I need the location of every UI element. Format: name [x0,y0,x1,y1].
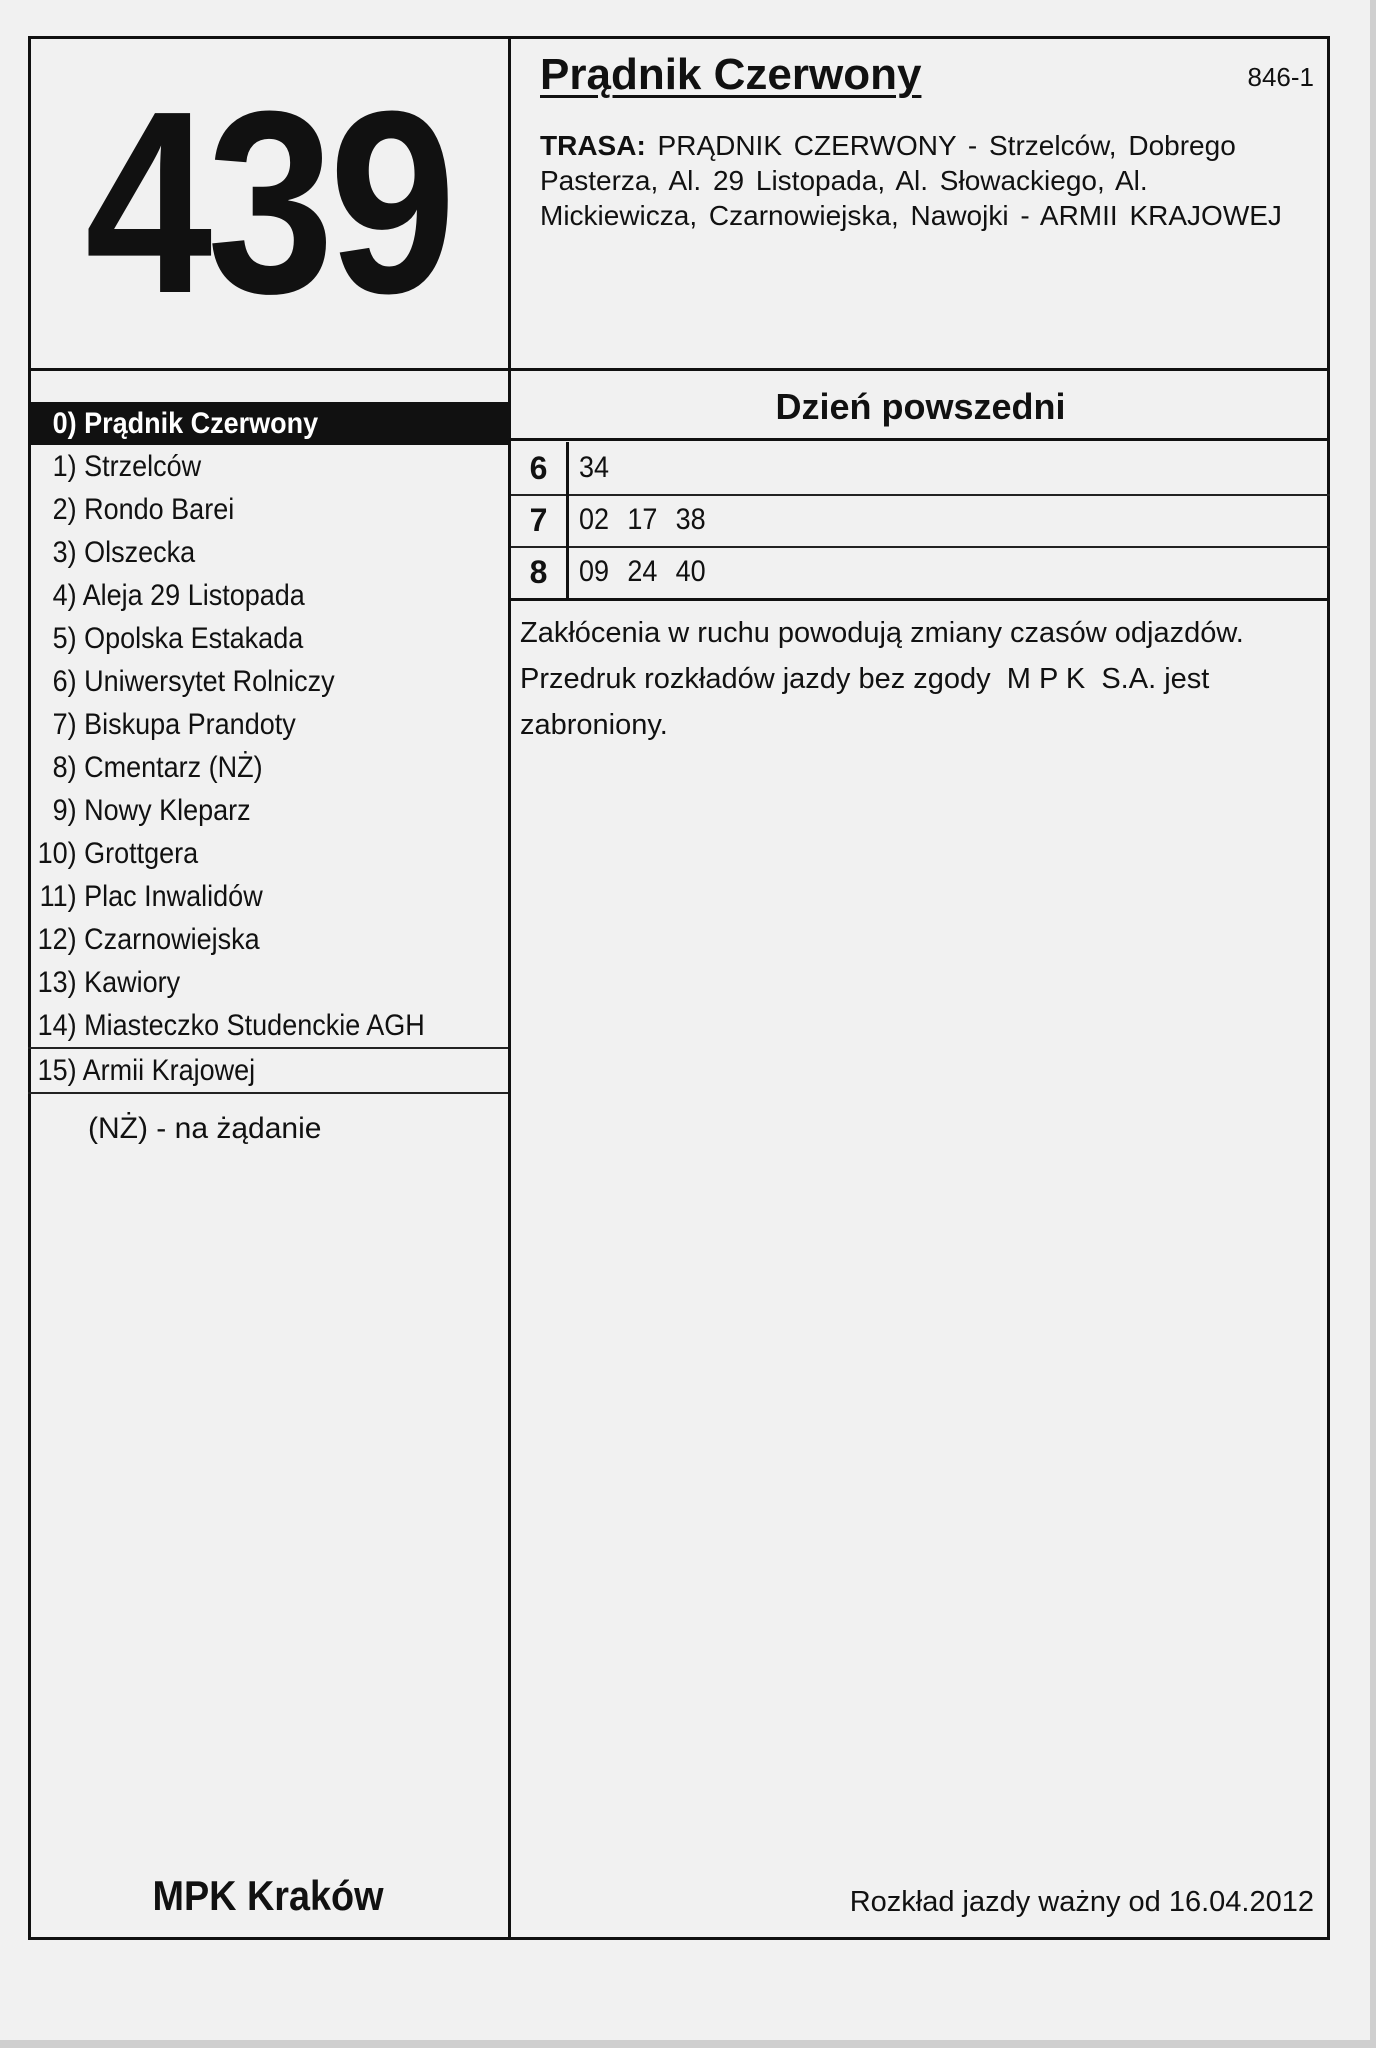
hour-separator [566,494,569,546]
operator-brand: MPK Kraków [152,1872,384,1919]
route-label: TRASA: [540,130,646,161]
stop-item: 3) Olszecka [52,536,196,569]
stop-item: 10) Grottgera [37,837,199,870]
stop-item: 8) Cmentarz (NŻ) [52,751,263,784]
stop-item: 12) Czarnowiejska [37,923,260,956]
timetable-row [511,546,1330,598]
stop-item: 6) Uniwersytet Rolniczy [52,665,335,698]
hour-cell: 8 [529,553,548,590]
stop-item: 14) Miasteczko Studenckie AGH [37,1009,425,1042]
stop-list [28,402,508,1094]
stop-item: 9) Nowy Kleparz [52,794,251,827]
validity-date: Rozkład jazdy ważny od 16.04.2012 [849,1886,1314,1918]
destination-title: Prądnik Czerwony [540,50,922,99]
route-description [540,128,1300,233]
hour-separator [566,546,569,598]
minutes-cell: 09 24 40 [579,555,706,588]
hour-separator [566,442,569,494]
stop-item: 2) Rondo Barei [52,493,235,526]
timetable-row [511,442,1330,494]
notice-text [520,610,1320,748]
notice-line-disruptions: Zakłócenia w ruchu powodują zmiany czasów odjazdów. [520,617,1244,649]
stop-item: 1) Strzelców [52,450,202,483]
stop-item: 11) Plac Inwalidów [39,880,263,913]
timetable-code: 846-1 [1247,62,1314,92]
stop-item: 4) Aleja 29 Listopada [52,579,305,612]
line-number: 439 [85,57,451,348]
stop-item: 13) Kawiory [37,966,181,999]
notice-line-copyright: Przedruk rozkładów jazdy bez zgody M P K S.A. jest zabroniony. [520,663,1218,741]
timetable-bottom-divider [511,598,1330,601]
hour-cell: 6 [529,449,548,486]
minutes-cell: 34 [579,451,610,484]
stop-item-current: 0) Prądnik Czerwony [28,402,508,445]
day-type-heading: Dzień powszedni [775,386,1066,427]
stop-item: 5) Opolska Estakada [52,622,304,655]
hour-cell: 7 [529,501,548,538]
on-request-legend: (NŻ) - na żądanie [88,1112,322,1145]
route-text: PRĄDNIK CZERWONY - Strzelców, Dobrego Pasterza, Al. 29 Listopada, Al. Słowackiego, Al. Mickiewicza, Czarnowiejska, Nawojki - ARMII KRAJOWEJ [540,130,1282,231]
stop-item: 7) Biskupa Prandoty [52,708,296,741]
stop-item-terminus: 15) Armii Krajowej [28,1047,508,1094]
timetable-row [511,494,1330,546]
column-divider [508,36,511,1940]
minutes-cell: 02 17 38 [579,503,706,536]
